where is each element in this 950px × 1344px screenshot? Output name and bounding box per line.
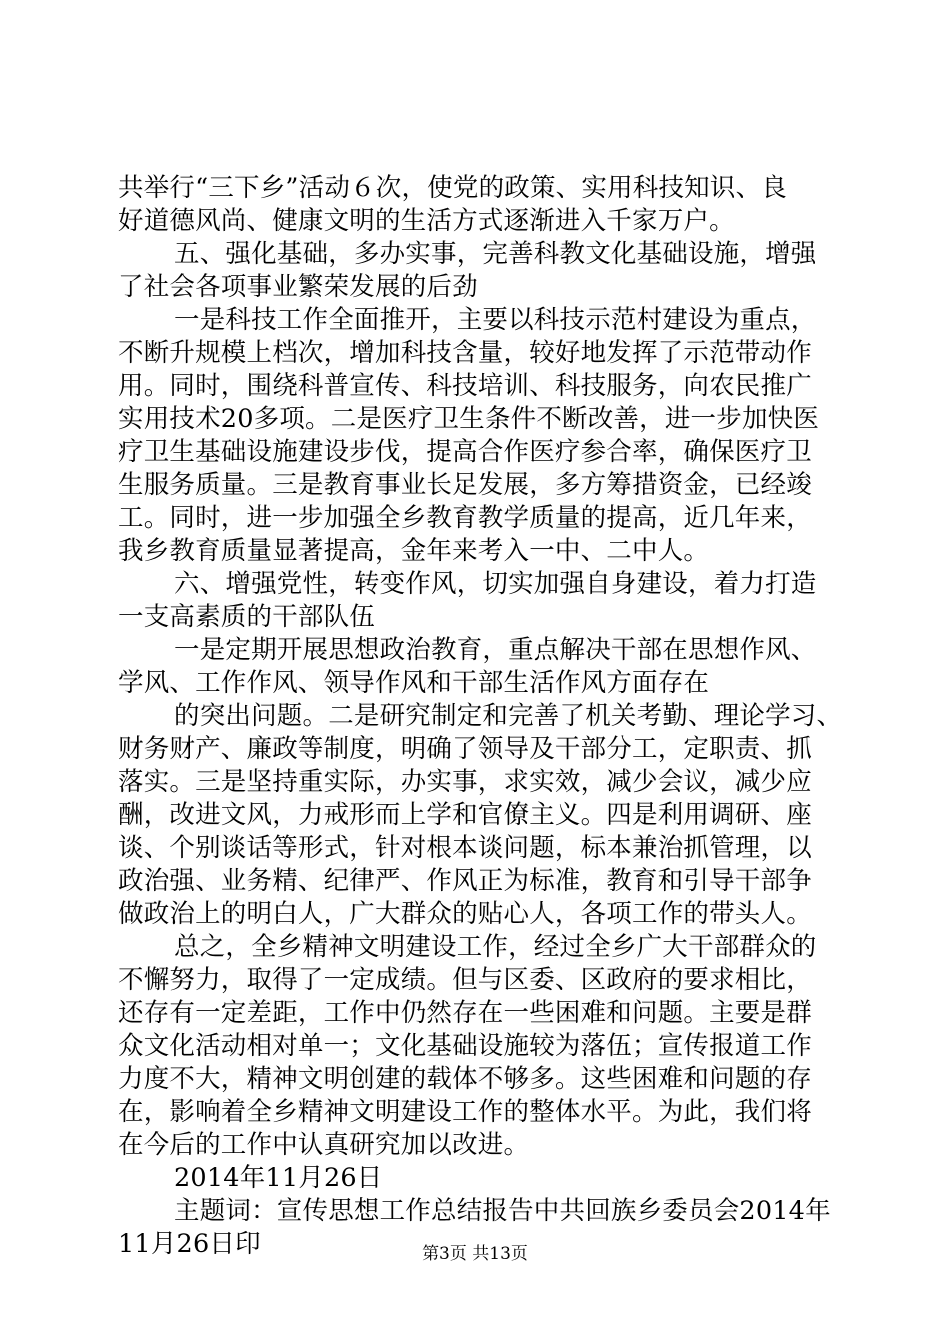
text-line: 11月26日印: [118, 1229, 261, 1259]
text-line: 学风、工作作风、领导作风和干部生活作风方面存在: [118, 668, 710, 698]
text-line: 总之，全乡精神文明建设工作，经过全乡广大干部群众的: [174, 932, 817, 962]
text-line: 在，影响着全乡精神文明建设工作的整体水平。为此，我们将: [118, 1097, 812, 1127]
text-line: 还存有一定差距，工作中仍然存在一些困难和问题。主要是群: [118, 998, 812, 1028]
text-line: 共举行“三下乡”活动６次，使党的政策、实用科技知识、良: [118, 173, 787, 203]
text-line: 疗卫生基础设施建设步伐，提高合作医疗参合率，确保医疗卫: [118, 437, 812, 467]
text-line: 做政治上的明白人，广大群众的贴心人，各项工作的带头人。: [118, 899, 812, 929]
text-line: 谈、个别谈话等形式，针对根本谈问题，标本兼治抓管理，以: [118, 833, 812, 863]
text-line: 不断升规模上档次，增加科技含量，较好地发挥了示范带动作: [118, 338, 812, 368]
text-line: 政治强、业务精、纪律严、作风正为标准，教育和引导干部争: [118, 866, 812, 896]
text-line: 了社会各项事业繁荣发展的后劲: [118, 272, 478, 302]
text-line: 落实。三是坚持重实际，办实事，求实效，减少会议，减少应: [118, 767, 812, 797]
text-line: 在今后的工作中认真研究加以改进。: [118, 1130, 530, 1160]
text-line: 工。同时，进一步加强全乡教育教学质量的提高，近几年来，: [118, 503, 812, 533]
text-line: 用。同时，围绕科普宣传、科技培训、科技服务，向农民推广: [118, 371, 812, 401]
text-line: 一支高素质的干部队伍: [118, 602, 376, 632]
text-line: 力度不大，精神文明创建的载体不够多。这些困难和问题的存: [118, 1064, 812, 1094]
text-line: 众文化活动相对单一；文化基础设施较为落伍；宣传报道工作: [118, 1031, 812, 1061]
text-line: 生服务质量。三是教育事业长足发展，多方筹措资金，已经竣: [118, 470, 812, 500]
document-body: [118, 172, 848, 1261]
text-line: 五、强化基础，多办实事，完善科教文化基础设施，增强: [174, 239, 817, 269]
text-line: 酬，改进文风，力戒形而上学和官僚主义。四是利用调研、座: [118, 800, 812, 830]
text-line: 一是科技工作全面推开，主要以科技示范村建设为重点，: [174, 305, 817, 335]
text-line: 一是定期开展思想政治教育，重点解决干部在思想作风、: [174, 635, 817, 665]
page-footer: 第3页 共13页: [422, 1244, 528, 1264]
text-line: 实用技术20多项。二是医疗卫生条件不断改善，进一步加快医: [118, 404, 820, 434]
text-line: 的突出问题。二是研究制定和完善了机关考勤、理论学习、: [174, 701, 843, 731]
text-line: 六、增强党性，转变作风，切实加强自身建设，着力打造: [174, 569, 817, 599]
text-line: 我乡教育质量显著提高，金年来考入一中、二中人。: [118, 536, 710, 566]
text-line: 主题词：宣传思想工作总结报告中共回族乡委员会2014年: [174, 1196, 831, 1226]
text-line: 好道德风尚、健康文明的生活方式逐渐进入千家万户。: [118, 206, 735, 236]
text-line: 2014年11月26日: [174, 1163, 383, 1193]
text-line: 不懈努力，取得了一定成绩。但与区委、区政府的要求相比，: [118, 965, 812, 995]
text-line: 财务财产、廉政等制度，明确了领导及干部分工，定职责、抓: [118, 734, 812, 764]
